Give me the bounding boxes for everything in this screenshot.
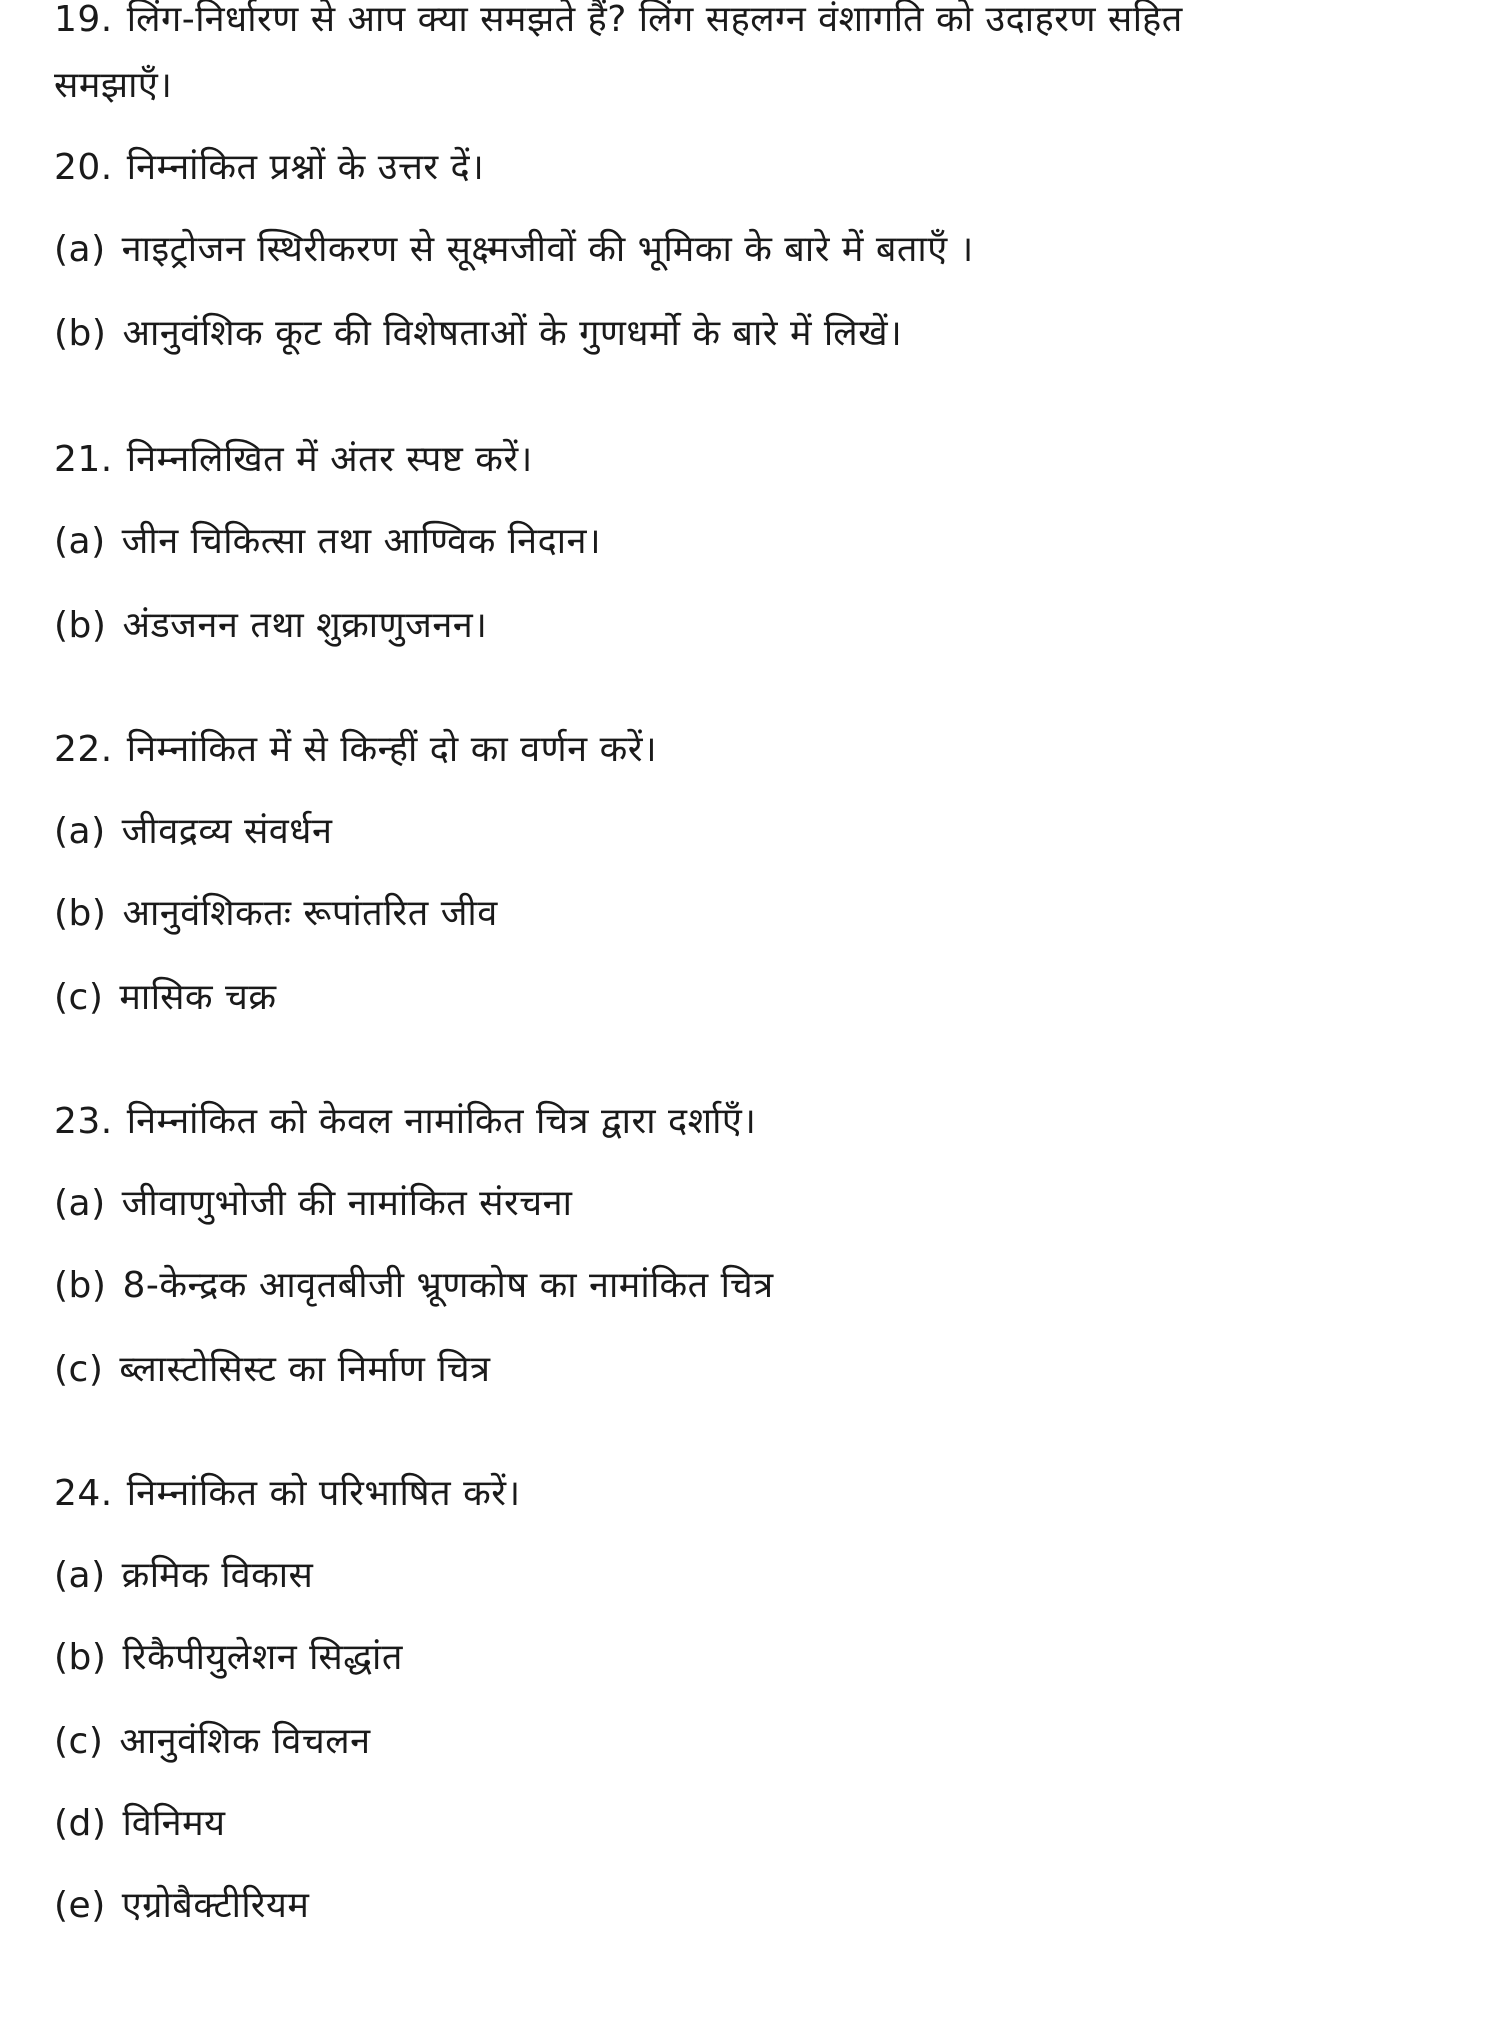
question-23-part-c bbox=[54, 1346, 1434, 1394]
question-number: 21. bbox=[54, 439, 113, 480]
part-label: (c) bbox=[54, 1721, 104, 1762]
part-text: अंडजनन तथा शुक्राणुजनन। bbox=[122, 605, 488, 646]
part-label: (a) bbox=[54, 1183, 106, 1224]
question-text: समझाएँ। bbox=[54, 65, 173, 106]
part-text: जीवाणुभोजी की नामांकित संरचना bbox=[121, 1183, 573, 1224]
part-label: (d) bbox=[54, 1803, 107, 1844]
question-24 bbox=[54, 1470, 1434, 1518]
part-text: विनिमय bbox=[122, 1803, 226, 1844]
question-text: निम्नांकित प्रश्नों के उत्तर दें। bbox=[126, 147, 485, 188]
part-text: आनुवंशिक कूट की विशेषताओं के गुणधर्मो के बारे में लिखें। bbox=[122, 313, 903, 354]
question-21-part-a bbox=[54, 518, 1434, 566]
part-text: 8-केन्द्रक आवृतबीजी भ्रूणकोष का नामांकित चित्र bbox=[122, 1265, 774, 1306]
question-23-part-b bbox=[54, 1262, 1434, 1310]
question-19-continuation bbox=[54, 62, 1434, 110]
part-label: (c) bbox=[54, 977, 104, 1018]
part-label: (b) bbox=[54, 605, 107, 646]
question-number: 24. bbox=[54, 1473, 113, 1514]
question-24-part-c bbox=[54, 1718, 1434, 1766]
question-number: 23. bbox=[54, 1101, 113, 1142]
part-text: रिकैपीयुलेशन सिद्धांत bbox=[122, 1637, 403, 1678]
part-label: (b) bbox=[54, 313, 107, 354]
question-20-part-a bbox=[54, 226, 1434, 274]
question-24-part-e bbox=[54, 1882, 1434, 1930]
part-text: आनुवंशिक विचलन bbox=[119, 1721, 371, 1762]
question-24-part-a bbox=[54, 1552, 1434, 1600]
question-24-part-b bbox=[54, 1634, 1434, 1682]
question-number: 19. bbox=[54, 0, 113, 40]
part-label: (b) bbox=[54, 1265, 107, 1306]
question-20-part-b bbox=[54, 310, 1434, 358]
part-label: (e) bbox=[54, 1885, 106, 1926]
part-text: नाइट्रोजन स्थिरीकरण से सूक्ष्मजीवों की भूमिका के बारे में बताएँ । bbox=[121, 229, 974, 270]
part-label: (a) bbox=[54, 1555, 106, 1596]
part-label: (a) bbox=[54, 521, 106, 562]
question-text: लिंग-निर्धारण से आप क्या समझते हैं? लिंग सहलग्न वंशागति को उदाहरण सहित bbox=[126, 0, 1183, 40]
part-text: जीवद्रव्य संवर्धन bbox=[121, 811, 333, 852]
question-22-part-c bbox=[54, 974, 1434, 1022]
question-19 bbox=[54, 0, 1434, 44]
part-text: क्रमिक विकास bbox=[121, 1555, 314, 1596]
question-text: निम्नांकित को परिभाषित करें। bbox=[126, 1473, 521, 1514]
part-label: (b) bbox=[54, 1637, 107, 1678]
question-22 bbox=[54, 726, 1434, 774]
part-label: (c) bbox=[54, 1349, 104, 1390]
part-text: एग्रोबैक्टीरियम bbox=[121, 1885, 310, 1926]
part-label: (a) bbox=[54, 229, 106, 270]
question-number: 22. bbox=[54, 729, 113, 770]
part-text: जीन चिकित्सा तथा आण्विक निदान। bbox=[121, 521, 602, 562]
question-22-part-b bbox=[54, 890, 1434, 938]
part-text: आनुवंशिकतः रूपांतरित जीव bbox=[122, 893, 498, 934]
part-text: ब्लास्टोसिस्ट का निर्माण चित्र bbox=[119, 1349, 491, 1390]
question-22-part-a bbox=[54, 808, 1434, 856]
question-21 bbox=[54, 436, 1434, 484]
question-20 bbox=[54, 144, 1434, 192]
question-23 bbox=[54, 1098, 1434, 1146]
question-text: निम्नांकित को केवल नामांकित चित्र द्वारा दर्शाएँ। bbox=[126, 1101, 757, 1142]
question-number: 20. bbox=[54, 147, 113, 188]
part-label: (b) bbox=[54, 893, 107, 934]
question-21-part-b bbox=[54, 602, 1434, 650]
question-24-part-d bbox=[54, 1800, 1434, 1848]
question-text: निम्नांकित में से किन्हीं दो का वर्णन करें। bbox=[126, 729, 658, 770]
question-23-part-a bbox=[54, 1180, 1434, 1228]
part-label: (a) bbox=[54, 811, 106, 852]
question-text: निम्नलिखित में अंतर स्पष्ट करें। bbox=[126, 439, 533, 480]
part-text: मासिक चक्र bbox=[119, 977, 277, 1018]
